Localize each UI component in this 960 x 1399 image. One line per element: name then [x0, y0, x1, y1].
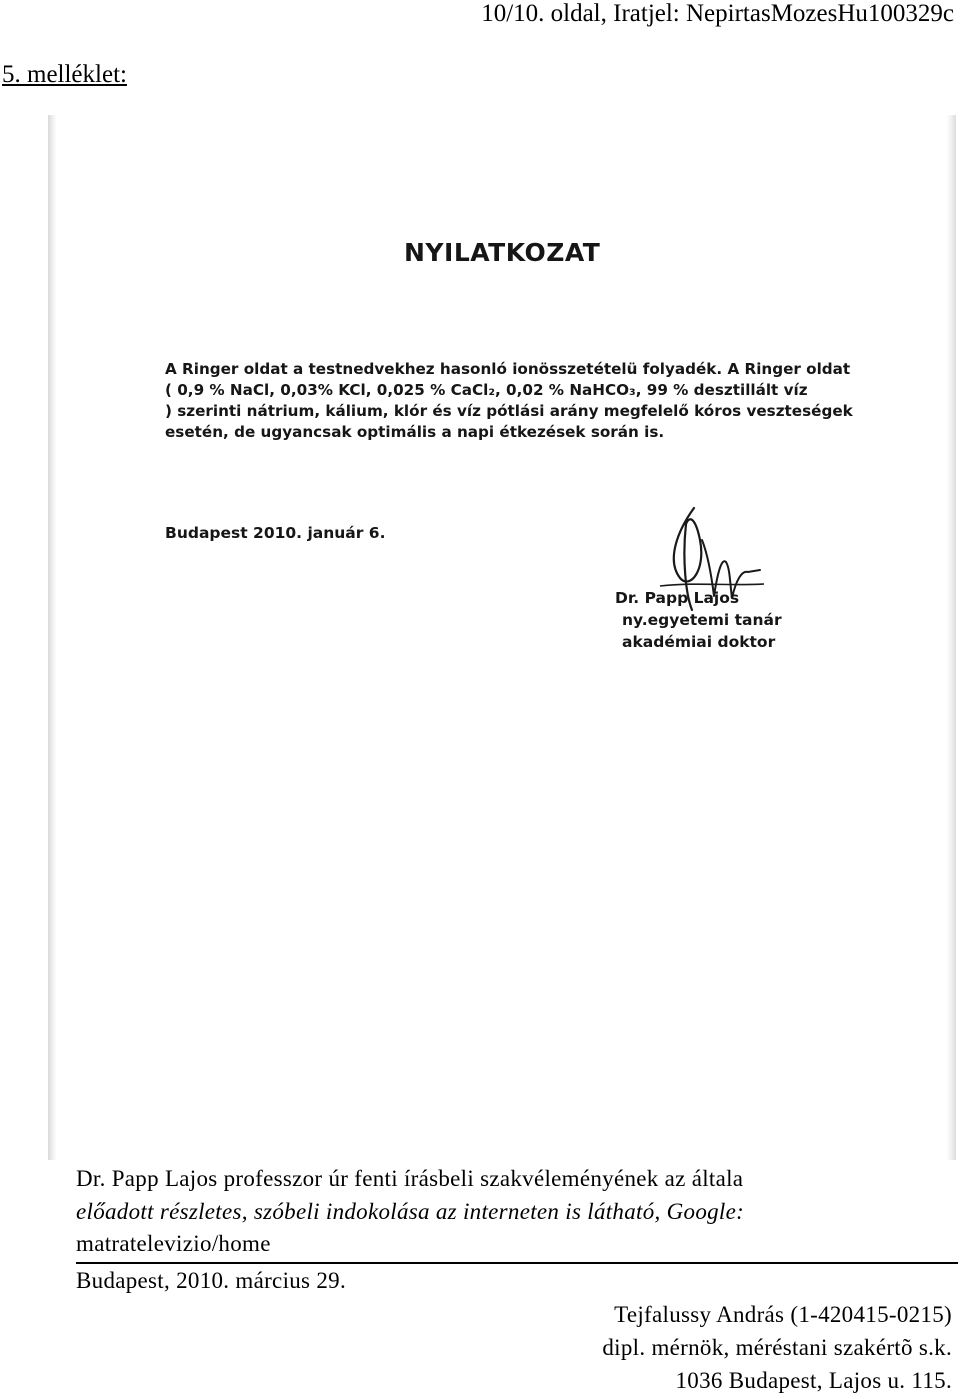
statement-line-2: előadott részletes, szóbeli indokolása az interneten is látható, Google: — [76, 1199, 745, 1224]
scanned-declaration — [48, 115, 956, 1160]
declaration-line: A Ringer oldat a testnedvekhez hasonló ionösszetételü folyadék. A Ringer oldat — [165, 360, 851, 378]
declaration-title: NYILATKOZAT — [404, 238, 601, 267]
statement-line-1: Dr. Papp Lajos professzor úr fenti írásbeli szakvéleményének az általa — [76, 1166, 744, 1191]
declaration-line: esetén, de ugyancsak optimális a napi étkezések során is. — [165, 423, 665, 441]
statement-date: Budapest, 2010. március 29. — [76, 1268, 347, 1293]
author-address: 1036 Budapest, Lajos u. 115. — [675, 1368, 952, 1393]
declaration-line: ) szerinti nátrium, kálium, klór és víz pótlási arány megfelelő kóros veszteségek — [165, 402, 853, 420]
author-name: Tejfalussy András (1-420415-0215) — [614, 1302, 952, 1327]
declaration-line: ( 0,9 % NaCl, 0,03% KCl, 0,025 % CaCl₂, 0,02 % NaHCO₃, 99 % desztillált víz — [165, 381, 808, 399]
statement-line-3: matratelevizio/home — [76, 1231, 271, 1256]
scan-right-edge — [946, 115, 956, 1160]
signatory-name: Dr. Papp Lajos — [615, 589, 740, 607]
signatory-degree: akadémiai doktor — [622, 633, 776, 651]
signatory-title: ny.egyetemi tanár — [622, 611, 782, 629]
annex-label: 5. melléklet: — [2, 61, 127, 88]
page-reference-header: 10/10. oldal, Iratjel: NepirtasMozesHu100329c — [481, 0, 954, 27]
declaration-date: Budapest 2010. január 6. — [165, 524, 386, 542]
author-title: dipl. mérnök, méréstani szakértõ s.k. — [602, 1335, 952, 1360]
separator-rule — [76, 1262, 958, 1264]
scan-left-edge — [48, 115, 57, 1160]
